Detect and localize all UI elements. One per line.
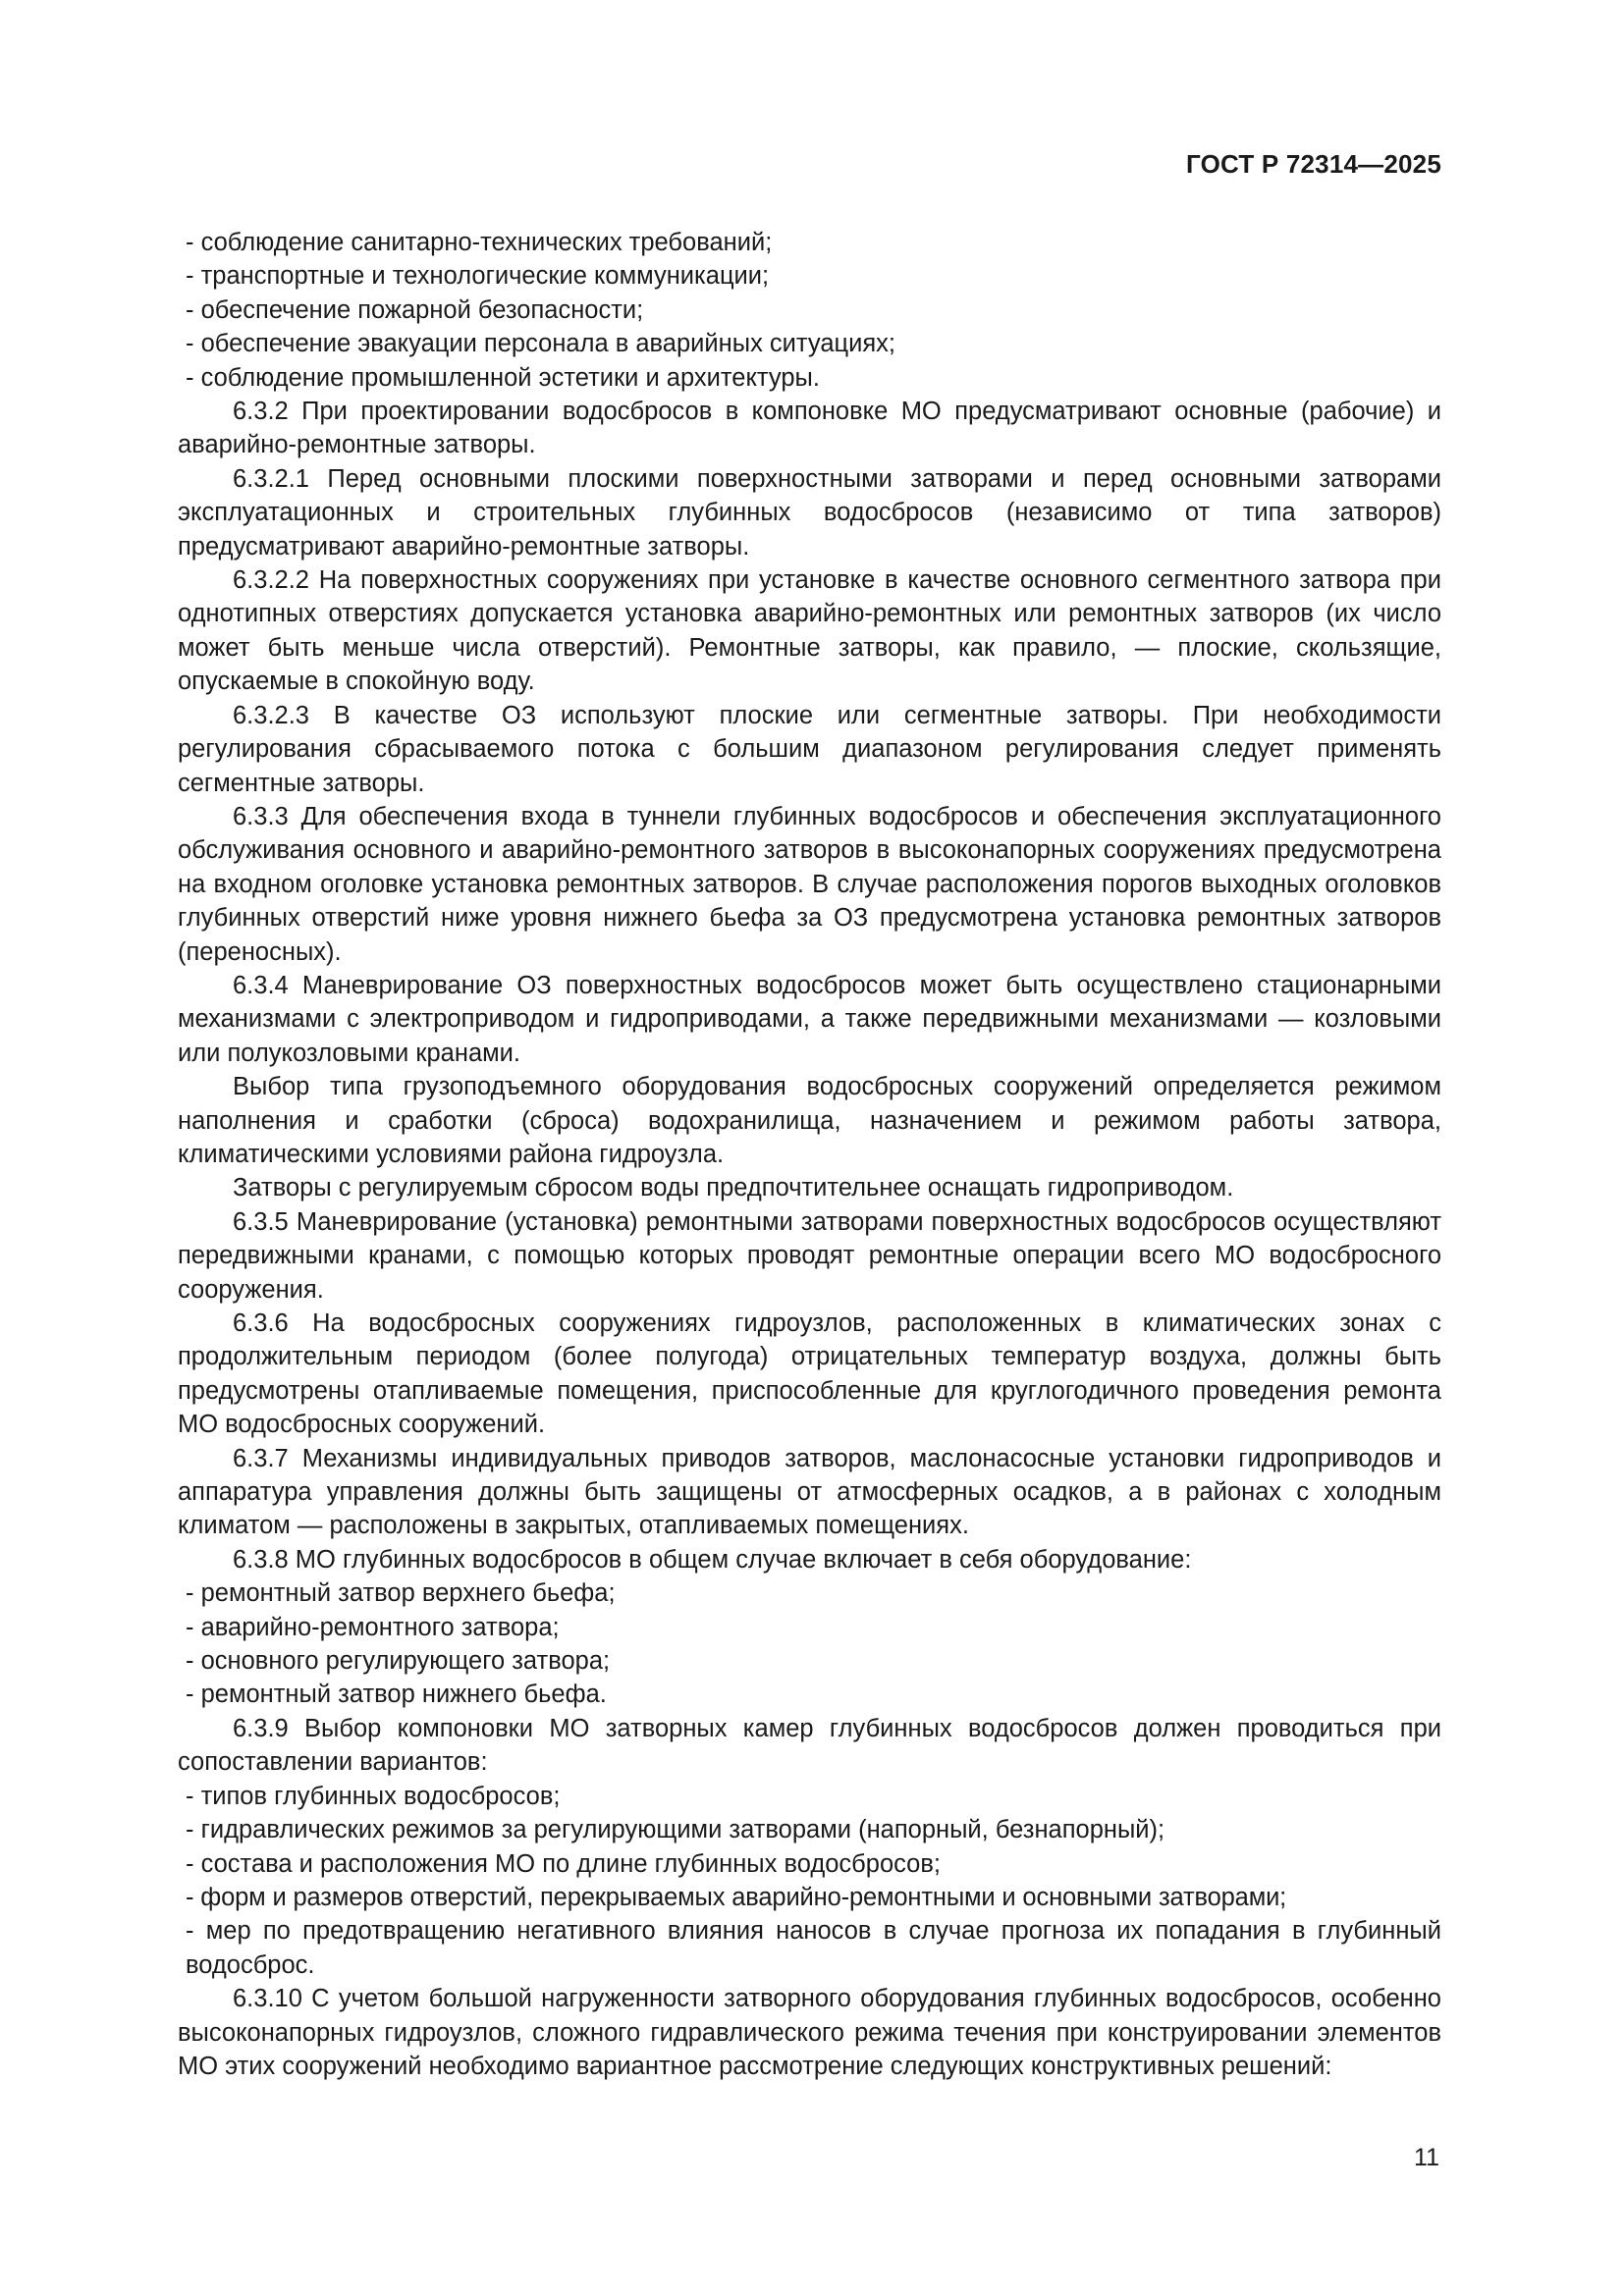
list-item: - типов глубинных водосбросов; (186, 1782, 561, 1810)
clause-6-3-6: 6.3.6 На водосбросных сооружениях гидроузлов, расположенных в климатических зонах с продолжительным периодом (более полугода) отрицательных температур воздуха, должны быть предусмотрены отапливаемые помещения, приспособленные для круглогодичного проведения ремонта МО водосбросных сооружений. (178, 1309, 1441, 1439)
clause-6-3-7: 6.3.7 Механизмы индивидуальных приводов затворов, маслонасосные установки гидроприводов и аппаратура управления должны быть защищены от атмосферных осадков, а в районах с холодным климатом — расположены в закрытых, отапливаемых помещениях. (178, 1444, 1441, 1540)
list-item: - соблюдение санитарно-технических требований; (186, 229, 773, 256)
clause-6-3-2-1: 6.3.2.1 Перед основными плоскими поверхностными затворами и перед основными затворами эксплуатационных и строительных глубинных водосбросов (независимо от типа затворов) предусматривают аварийно-ремонтные затворы. (178, 464, 1441, 561)
clause-6-3-5: 6.3.5 Маневрирование (установка) ремонтными затворами поверхностных водосбросов осуществляют передвижными кранами, с помощью которых проводят ремонтные операции всего МО водосбросного сооружения. (178, 1207, 1441, 1304)
clause-6-3-8: 6.3.8 МО глубинных водосбросов в общем случае включает в себя оборудование: (233, 1545, 1192, 1574)
list-item: - форм и размеров отверстий, перекрываемых аварийно-ремонтными и основными затворами; (186, 1883, 1287, 1911)
clause-6-3-2-2: 6.3.2.2 На поверхностных сооружениях при установке в качестве основного сегментного затвора при однотипных отверстиях допускается установка аварийно-ремонтных или ремонтных затворов (их число может быть меньше числа отверстий). Ремонтные затворы, как правило, — плоские, скользящие, опускаемые в спокойную воду. (178, 566, 1441, 696)
paragraph: Затворы с регулируемым сбросом воды предпочтительнее оснащать гидроприводом. (233, 1174, 1234, 1202)
list-item: - гидравлических режимов за регулирующими затворами (напорный, безнапорный); (186, 1816, 1165, 1844)
list-item: - ремонтный затвор верхнего бьефа; (186, 1579, 616, 1608)
clause-6-3-9: 6.3.9 Выбор компоновки МО затворных камер глубинных водосбросов должен проводиться при сопоставлении вариантов: (178, 1714, 1441, 1777)
list-item: - ремонтный затвор нижнего бьефа. (186, 1681, 607, 1709)
paragraph: Выбор типа грузоподъемного оборудования водосбросных сооружений определяется режимом наполнения и сработки (сброса) водохранилища, назначением и режимом работы затвора, климатическими условиями района гидроузла. (178, 1073, 1441, 1168)
list-item: - соблюдение промышленной эстетики и архитектуры. (186, 363, 820, 392)
clause-6-3-2: 6.3.2 При проектировании водосбросов в компоновке МО предусматривают основные (рабочие) и аварийно-ремонтные затворы. (178, 398, 1441, 459)
list-item: - мер по предотвращению негативного влияния наносов в случае прогноза их попадания в глубинный водосброс. (186, 1917, 1441, 1979)
list-item: - основного регулирующего затвора; (186, 1647, 611, 1676)
clause-6-3-10: 6.3.10 С учетом большой нагруженности затворного оборудования глубинных водосбросов, особенно высоконапорных гидроузлов, сложного гидравлического режима течения при конструировании элементов МО этих сооружений необходимо вариантное рассмотрение следующих конструктивных решений: (178, 1985, 1441, 2080)
list-item: - состава и расположения МО по длине глубинных водосбросов; (186, 1849, 941, 1878)
list-item: - обеспечение эвакуации персонала в аварийных ситуациях; (186, 330, 896, 358)
body-text (178, 226, 1441, 2083)
list-item: - аварийно-ремонтного затвора; (186, 1613, 560, 1641)
clause-6-3-3: 6.3.3 Для обеспечения входа в туннели глубинных водосбросов и обеспечения эксплуатационного обслуживания основного и аварийно-ремонтного затворов в высоконапорных сооружениях предусмотрена на входном оголовке установка ремонтных затворов. В случае расположения порогов выходных оголовков глубинных отверстий ниже уровня нижнего бьефа за ОЗ предусмотрена установка ремонтных затворов (переносных). (178, 802, 1441, 966)
document-code: ГОСТ Р 72314—2025 (1186, 149, 1441, 179)
clause-6-3-4: 6.3.4 Маневрирование ОЗ поверхностных водосбросов может быть осуществлено стационарными механизмами с электроприводом и гидроприводами, а также передвижными механизмами — козловыми или полукозловыми кранами. (178, 971, 1441, 1067)
list-item: - обеспечение пожарной безопасности; (186, 295, 644, 324)
list-item: - транспортные и технологические коммуникации; (186, 262, 770, 291)
clause-6-3-2-3: 6.3.2.3 В качестве ОЗ используют плоские или сегментные затворы. При необходимости регулирования сбрасываемого потока с большим диапазоном регулирования следует применять сегментные затворы. (178, 701, 1441, 797)
page-number: 11 (1414, 2144, 1439, 2171)
